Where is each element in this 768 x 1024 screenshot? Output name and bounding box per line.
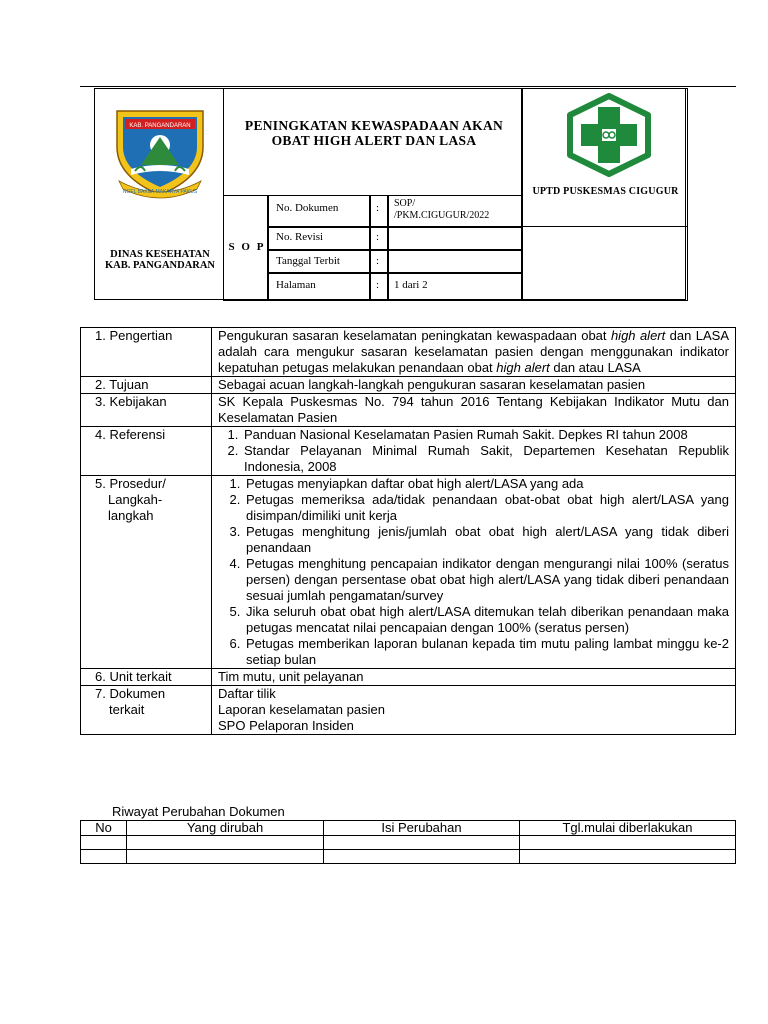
- list-item: 1. Petugas menyiapkan daftar obat high alert/LASA yang ada: [244, 476, 729, 492]
- label-referensi: 4. Referensi: [81, 427, 212, 476]
- meta-label-no-dokumen: No. Dokumen: [276, 202, 339, 214]
- revision-cell: [127, 850, 324, 864]
- list-item: 4. Petugas menghitung pencapaian indikator dengan mengurangi nilai 100% (seratus persen) dengan persentase obat obat high alert/LASA yang tidak diberi penandaan sesuai jumlah pengamatan/survey: [244, 556, 729, 604]
- meta-sep-cell: [369, 226, 389, 251]
- meta-label-halaman: Halaman: [276, 279, 316, 291]
- meta-sep-cell: [369, 195, 389, 228]
- value-dokumen-terkait: [212, 686, 736, 735]
- meta-label-cell: [267, 272, 371, 301]
- label-prosedur: [81, 476, 212, 669]
- prosedur-label-2: Langkah-: [108, 492, 163, 507]
- revision-cell: [520, 836, 736, 850]
- logo-caption-top: KAB. PANGANDARAN: [129, 123, 191, 129]
- referensi-list: [218, 427, 729, 475]
- revision-cell: [324, 836, 520, 850]
- right-org-cell: [521, 88, 688, 227]
- meta-label-cell: [267, 226, 371, 251]
- logo-caption-bottom: NGEL BAKSA MAKARYA PAKUS: [122, 189, 198, 195]
- pengertian-text-1: Pengukuran sasaran keselamatan peningkatan kewaspadaan obat: [218, 328, 611, 343]
- pengertian-text-3: dan atau LASA: [549, 360, 641, 375]
- list-item: 3. Petugas menghitung jenis/jumlah obat obat high alert/LASA yang tidak diberi penandaan: [244, 524, 729, 556]
- meta-value-cell: [387, 226, 523, 251]
- label-unit-terkait: 6. Unit terkait: [81, 669, 212, 686]
- list-item: Laporan keselamatan pasien: [218, 702, 385, 717]
- meta-label-cell: [267, 195, 371, 228]
- uptd-name: UPTD PUSKESMAS CIGUGUR: [532, 186, 679, 197]
- table-row: [81, 821, 736, 836]
- meta-label-cell: [267, 249, 371, 274]
- list-item: 2. Standar Pelayanan Minimal Rumah Sakit, Departemen Kesehatan Republik Indonesia, 2008: [242, 443, 729, 475]
- meta-value-cell: [387, 195, 523, 228]
- pengertian-em-2: high alert: [496, 360, 550, 375]
- value-prosedur: [212, 476, 736, 669]
- revision-cell: [520, 850, 736, 864]
- dokumen-label-1: 7. Dokumen: [95, 686, 166, 701]
- label-tujuan: 2. Tujuan: [81, 377, 212, 394]
- revision-header-no: No: [81, 821, 127, 836]
- revision-header-yang-dirubah: Yang dirubah: [127, 821, 324, 836]
- document-title: PENINGKATAN KEWASPADAAN AKAN OBAT HIGH ALERT DAN LASA: [244, 118, 504, 148]
- meta-sep: :: [376, 202, 380, 214]
- list-item: Daftar tilik: [218, 686, 276, 701]
- value-pengertian: [212, 328, 736, 377]
- table-row: [81, 836, 736, 850]
- prosedur-label-3: langkah: [108, 508, 154, 523]
- value-unit-terkait: Tim mutu, unit pelayanan: [212, 669, 736, 686]
- prosedur-list: [220, 476, 729, 668]
- list-item: SPO Pelaporan Insiden: [218, 718, 354, 733]
- value-kebijakan: SK Kepala Puskesmas No. 794 tahun 2016 Tentang Kebijakan Indikator Mutu dan Keselamatan Pasien: [212, 394, 736, 427]
- pengertian-em-1: high alert: [610, 328, 666, 343]
- revision-table: [80, 820, 736, 864]
- value-referensi: [212, 427, 736, 476]
- label-kebijakan: 3. Kebijakan: [81, 394, 212, 427]
- meta-value-cell: [387, 272, 523, 301]
- revision-title: Riwayat Perubahan Dokumen: [112, 804, 285, 819]
- dinas-name: DINAS KESEHATAN KAB. PANGANDARAN: [104, 249, 216, 271]
- table-row: [81, 686, 736, 735]
- meta-sep: :: [376, 231, 380, 243]
- value-tujuan: Sebagai acuan langkah-langkah pengukuran sasaran keselamatan pasien: [212, 377, 736, 394]
- revision-cell: [81, 850, 127, 864]
- meta-sep: :: [376, 255, 380, 267]
- list-item: 5. Jika seluruh obat obat high alert/LASA ditemukan telah diberikan penandaan maka petugas mencatat nilai pencapaian dengan 100% (seratus persen): [244, 604, 729, 636]
- sop-content-table: [80, 327, 736, 735]
- list-item: 6. Petugas memberikan laporan bulanan kepada tim mutu paling lambat minggu ke-2 setiap bulan: [244, 636, 729, 668]
- title-cell: [223, 88, 523, 196]
- prosedur-label-1: 5. Prosedur/: [95, 476, 166, 491]
- sop-header: [94, 88, 686, 300]
- revision-header-isi-perubahan: Isi Perubahan: [324, 821, 520, 836]
- revision-cell: [127, 836, 324, 850]
- top-rule: [80, 86, 736, 87]
- label-dokumen-terkait: [81, 686, 212, 735]
- puskesmas-logo: [558, 93, 660, 177]
- pengertian-text-2: dan LASA adalah cara mengukur sasaran keselamatan pasien dengan menggunakan indikator kepatuhan petugas melakukan penandaan obat: [218, 328, 730, 375]
- revision-header-tgl: Tgl.mulai diberlakukan: [520, 821, 736, 836]
- dokumen-label-2: terkait: [109, 702, 145, 717]
- left-org-cell: [94, 88, 224, 300]
- table-row: [81, 328, 736, 377]
- label-pengertian: 1. Pengertian: [81, 328, 212, 377]
- meta-label-no-revisi: No. Revisi: [276, 231, 324, 243]
- right-blank-cell: [521, 226, 688, 301]
- table-row: [81, 394, 736, 427]
- kabupaten-logo: [111, 107, 209, 199]
- revision-cell: [81, 836, 127, 850]
- sop-label: S O P: [228, 241, 266, 253]
- meta-sep-cell: [369, 249, 389, 274]
- revision-cell: [324, 850, 520, 864]
- meta-value-no-dokumen: SOP/ /PKM.CIGUGUR/2022: [394, 198, 490, 221]
- list-item: 1. Panduan Nasional Keselamatan Pasien Rumah Sakit. Depkes RI tahun 2008: [242, 427, 729, 443]
- table-row: [81, 377, 736, 394]
- meta-value-halaman: 1 dari 2: [394, 279, 428, 291]
- table-row: [81, 850, 736, 864]
- table-row: [81, 476, 736, 669]
- table-row: [81, 669, 736, 686]
- meta-sep: :: [376, 279, 380, 291]
- meta-sep-cell: [369, 272, 389, 301]
- list-item: 2. Petugas memeriksa ada/tidak penandaan obat-obat obat high alert/LASA yang disimpan/dimiliki unit kerja: [244, 492, 729, 524]
- table-row: [81, 427, 736, 476]
- sop-cell: [223, 195, 269, 301]
- meta-label-tanggal-terbit: Tanggal Terbit: [276, 255, 340, 267]
- meta-value-cell: [387, 249, 523, 274]
